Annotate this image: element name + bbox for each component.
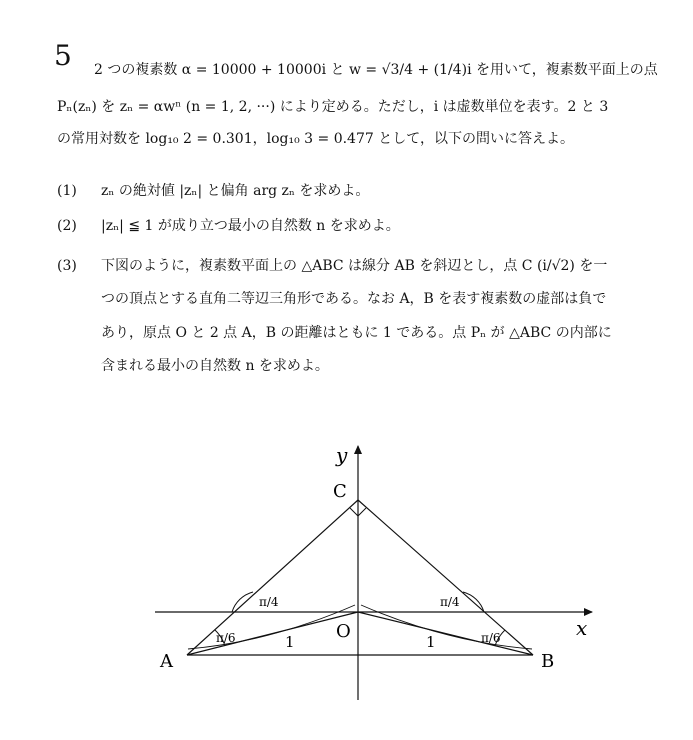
side-cb [358, 500, 533, 655]
intro-line-2: Pₙ(zₙ) を zₙ = αwⁿ (n = 1, 2, ···) により定める。ただし，i は虚数単位を表す。2 と 3 [57, 99, 609, 115]
point-c-label: C [333, 481, 347, 502]
question-2-text: |zₙ| ≦ 1 が成り立つ最小の自然数 n を求めよ。 [101, 218, 400, 234]
segment-oa [187, 612, 358, 655]
question-3-line-1: 下図のように，複素数平面上の △ABC は線分 AB を斜辺とし，点 C (i/√2) を一 [101, 258, 608, 274]
question-3-line-2: つの頂点とする直角二等辺三角形である。なお A，B を表す複素数の虚部は負で [101, 291, 607, 307]
question-1-number: (1) [57, 183, 77, 199]
intro-line-3: の常用対数を log₁₀ 2 = 0.301，log₁₀ 3 = 0.477 として，以下の問いに答えよ。 [57, 131, 574, 147]
question-1-text: zₙ の絶対値 |zₙ| と偏角 arg zₙ を求めよ。 [101, 183, 370, 199]
angle-right-lower-label: π/6 [481, 631, 501, 645]
y-axis-label: y [336, 443, 348, 467]
question-3-number: (3) [57, 258, 77, 274]
segment-ob [358, 612, 533, 655]
point-a-label: A [160, 651, 173, 672]
question-2-number: (2) [57, 218, 77, 234]
side-ac [187, 500, 358, 655]
angle-left-lower-label: π/6 [216, 631, 236, 645]
arc-left-upper [232, 592, 253, 612]
x-axis-label: x [576, 616, 588, 640]
length-oa-label: 1 [285, 633, 295, 651]
point-b-label: B [541, 651, 555, 672]
length-ob-label: 1 [426, 633, 436, 651]
question-3-line-3: あり，原点 O と 2 点 A，B の距離はともに 1 である。点 Pₙ が △ABC の内部に [101, 325, 612, 341]
intro-line-1: 2 つの複素数 α = 10000 + 10000i と w = √3/4 + (1/4)i を用いて，複素数平面上の点 [94, 62, 658, 78]
question-3-line-4: 含まれる最小の自然数 n を求めよ。 [101, 358, 329, 374]
angle-left-upper-label: π/4 [259, 595, 279, 609]
angle-right-upper-label: π/4 [440, 595, 460, 609]
problem-number: 5 [54, 39, 72, 72]
origin-label: O [336, 621, 351, 642]
